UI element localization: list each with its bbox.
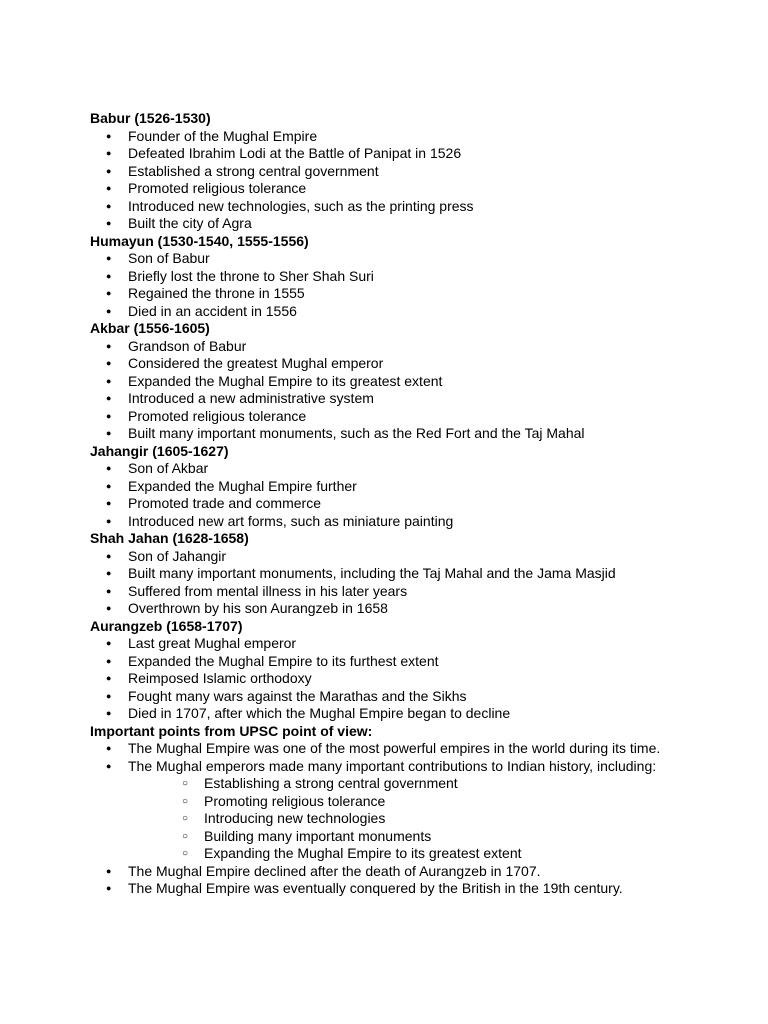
list-item: ● Briefly lost the throne to Sher Shah Suri [90,268,730,286]
section-heading: Important points from UPSC point of view: [90,722,373,739]
sub-list-item: ○ Building many important monuments [128,828,730,846]
section-heading: Jahangir (1605-1627) [90,442,229,459]
list-item: ● Died in 1707, after which the Mughal Empire began to decline [90,705,730,723]
list-item: ● Built many important monuments, such as the Red Fort and the Taj Mahal [90,425,730,443]
list-item: ● Defeated Ibrahim Lodi at the Battle of Panipat in 1526 [90,145,730,163]
list-item: ● Considered the greatest Mughal emperor [90,355,730,373]
section-babur [90,110,730,233]
list-item: ● Regained the throne in 1555 [90,285,730,303]
sub-bullet-list [128,775,730,863]
sub-list-item: ○ Introducing new technologies [128,810,730,828]
list-item: ● Built many important monuments, including the Taj Mahal and the Jama Masjid [90,565,730,583]
section-humayun [90,233,730,321]
list-item: ● Promoted trade and commerce [90,495,730,513]
list-item: ● Expanded the Mughal Empire to its furthest extent [90,653,730,671]
list-item: ● The Mughal Empire was one of the most powerful empires in the world during its time. [90,740,730,758]
section-akbar [90,320,730,443]
list-item: ● Introduced a new administrative system [90,390,730,408]
sub-list-item: ○ Expanding the Mughal Empire to its greatest extent [128,845,730,863]
list-item: ● Grandson of Babur [90,338,730,356]
list-item: ● The Mughal Empire declined after the death of Aurangzeb in 1707. [90,863,730,881]
list-item: ● Died in an accident in 1556 [90,303,730,321]
list-item: ● Built the city of Agra [90,215,730,233]
bullet-list [90,338,730,443]
sub-list-item: ○ Promoting religious tolerance [128,793,730,811]
section-aurangzeb [90,618,730,723]
sub-list-item: ○ Establishing a strong central government [128,775,730,793]
list-item: ● Promoted religious tolerance [90,180,730,198]
list-item: ● Introduced new art forms, such as miniature painting [90,513,730,531]
bullet-list [90,548,730,618]
list-item: ● Expanded the Mughal Empire further [90,478,730,496]
list-item: ● Son of Akbar [90,460,730,478]
list-item: ● Suffered from mental illness in his later years [90,583,730,601]
bullet-list [90,250,730,320]
list-item: ● Introduced new technologies, such as the printing press [90,198,730,216]
list-item: ● Promoted religious tolerance [90,408,730,426]
document-body [90,110,730,898]
list-item: ● Established a strong central government [90,163,730,181]
list-item: ● Reimposed Islamic orthodoxy [90,670,730,688]
section-shah-jahan [90,530,730,618]
section-heading: Babur (1526-1530) [90,110,211,126]
list-item: ● Son of Babur [90,250,730,268]
list-item: ● Founder of the Mughal Empire [90,128,730,146]
list-item: ● Son of Jahangir [90,548,730,566]
section-heading: Humayun (1530-1540, 1555-1556) [90,232,309,249]
list-item: ● Expanded the Mughal Empire to its greatest extent [90,373,730,391]
list-item: ● Last great Mughal emperor [90,635,730,653]
bullet-list [90,635,730,723]
section-jahangir [90,443,730,531]
list-item-text: ● The Mughal emperors made many important contributions to Indian history, including: [128,757,657,774]
list-item [90,758,730,863]
section-heading: Aurangzeb (1658-1707) [90,617,243,634]
bullet-list [90,460,730,530]
section-heading: Shah Jahan (1628-1658) [90,530,249,546]
list-item: ● Overthrown by his son Aurangzeb in 1658 [90,600,730,618]
list-item: ● The Mughal Empire was eventually conquered by the British in the 19th century. [90,880,730,898]
section-upsc-points [90,723,730,898]
list-item: ● Fought many wars against the Marathas and the Sikhs [90,688,730,706]
bullet-list [90,128,730,233]
section-heading: Akbar (1556-1605) [90,320,210,336]
bullet-list [90,740,730,898]
